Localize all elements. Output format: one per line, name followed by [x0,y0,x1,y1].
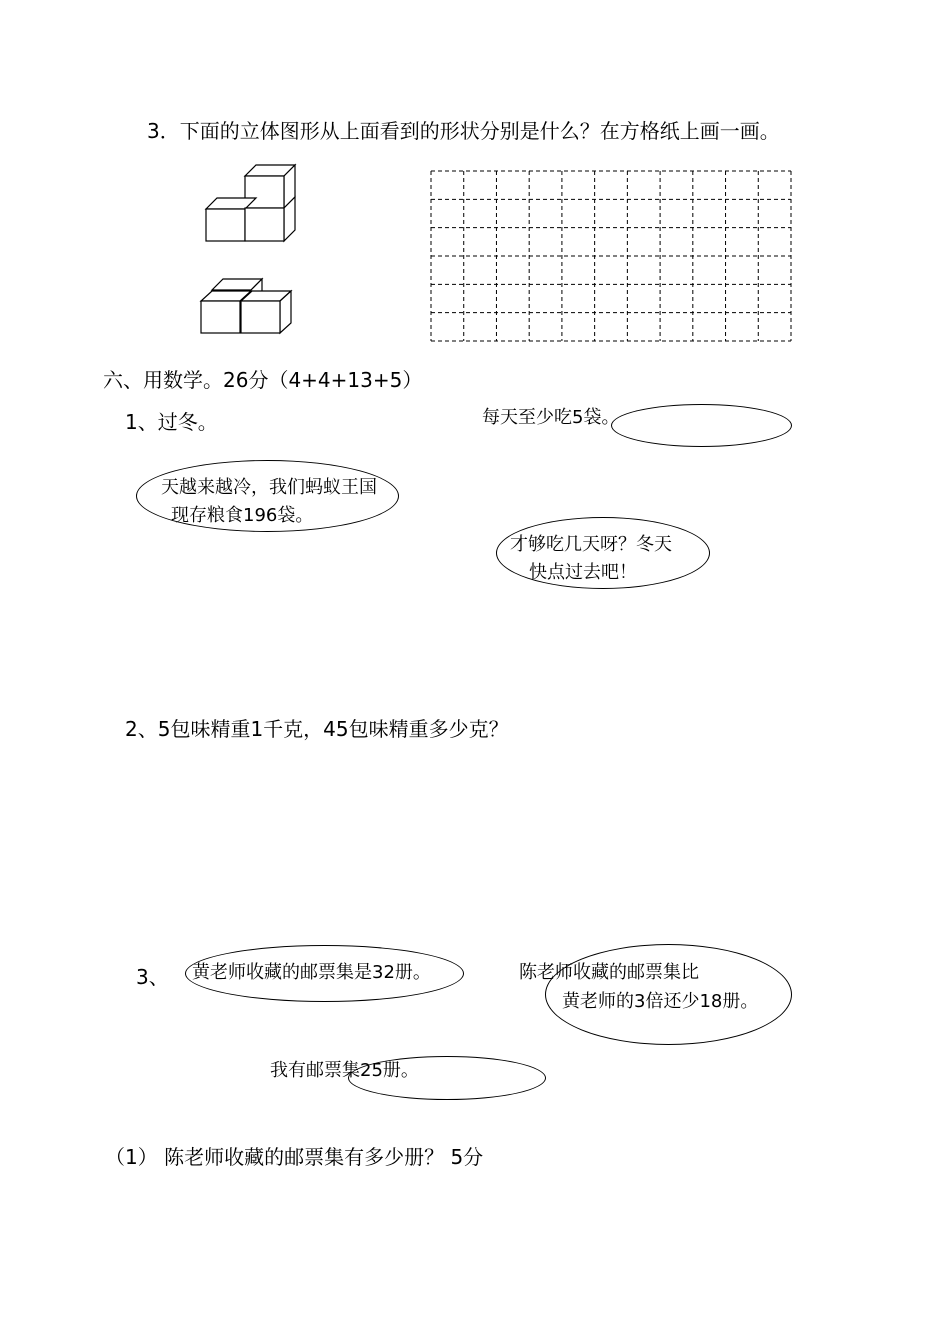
bubble-huang-text: 黄老师收藏的邮票集是32册。 [192,962,431,983]
bubble-chen-line2: 黄老师的3倍还少18册。 [562,991,759,1012]
cube-figure-1 [200,160,310,250]
bubble-chen-line1: 陈老师收藏的邮票集比 [519,962,699,983]
bubble-daily-text: 每天至少吃5袋。 [482,407,620,428]
section-6-title: 六、用数学。26分（4+4+13+5） [103,368,423,392]
problem-3-label: 3、 [136,965,169,989]
speech-bubble-daily [611,404,792,447]
grid-paper[interactable] [430,170,792,342]
problem-1-label: 1、过冬。 [125,410,218,434]
speech-bubble-me [348,1056,546,1100]
bubble-winter-line1: 才够吃几天呀？冬天 [510,534,672,555]
bubble-ant-line1: 天越来越冷，我们蚂蚁王国 [161,477,377,498]
cube-figure-2 [195,274,305,340]
question-3-prompt: 3．下面的立体图形从上面看到的形状分别是什么？在方格纸上画一画。 [147,119,780,143]
problem-2-prompt: 2、5包味精重1千克，45包味精重多少克？ [125,717,509,741]
bubble-ant-line2: 现存粮食196袋。 [171,505,314,526]
bubble-winter-line2: 快点过去吧！ [529,562,637,583]
bubble-me-text: 我有邮票集25册。 [270,1060,419,1081]
problem-3-subquestion-1: （1） 陈老师收藏的邮票集有多少册？ 5分 [105,1145,484,1169]
